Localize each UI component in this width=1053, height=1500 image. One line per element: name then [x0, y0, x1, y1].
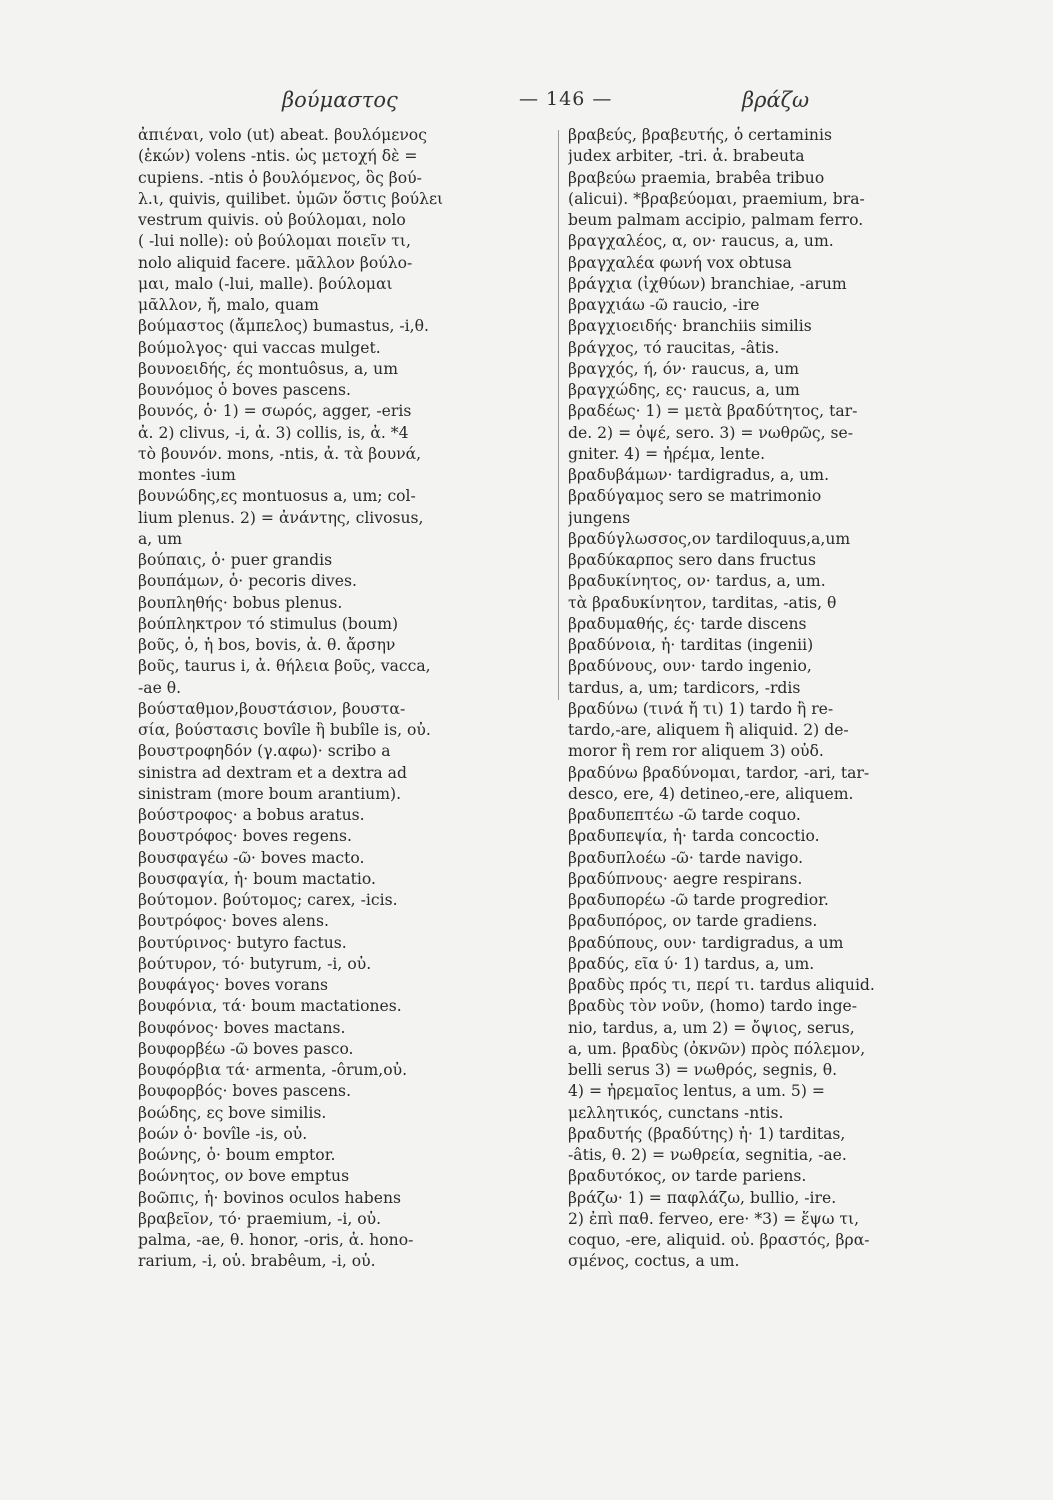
entry-line: βραδέως· 1) = μετὰ βραδύτητος, tar-	[568, 402, 858, 421]
entry-line: βραγχαλέα φωνή vox obtusa	[568, 253, 792, 272]
entry-line: βουσφαγέω -ῶ· boves macto.	[138, 848, 365, 867]
entry-line: βοῦς, taurus i, ἀ. θήλεια βοῦς, vacca,	[138, 657, 431, 676]
entry-line: -âtis, θ. 2) = νωθρεία, segnitia, -ae.	[568, 1146, 847, 1164]
entry-line: βοῶπις, ἡ· bovinos oculos habens	[138, 1188, 402, 1207]
entry-line: βραβεύω praemia, brabêa tribuo	[568, 168, 825, 187]
entry-line: βοών ὁ· bovîle -is, οὐ.	[138, 1124, 308, 1143]
entry-line: sinistra ad dextram et a dextra ad	[138, 763, 407, 782]
entry-line: βουφορβέω -ῶ boves pasco.	[138, 1039, 354, 1058]
page-number: — 146 —	[519, 88, 613, 110]
entry-line: coquo, -ere, aliquid. οὐ. βραστός, βρα-	[568, 1231, 870, 1249]
entry-line: 2) ἐπὶ παθ. ferveo, ere· *3) = ἕψω τι,	[568, 1209, 860, 1228]
entry-line: vestrum quivis. οὐ βούλομαι, nolo	[138, 211, 406, 229]
right-column	[568, 125, 978, 1273]
entry-line: βουστρόφος· boves regens.	[138, 827, 352, 846]
entry-line: μᾶλλον, ἤ, malo, quam	[138, 296, 319, 314]
entry-line: 4) = ἠρεμαῖος lentus, a um. 5) =	[568, 1082, 825, 1101]
entry-line: λ.ι, quivis, quilibet. ὑμῶν ὅστις βούλει	[138, 189, 444, 208]
entry-line: βραδυκίνητος, ον· tardus, a, um.	[568, 572, 826, 591]
left-column	[138, 125, 538, 1273]
entry-line: βραδυτής (βραδύτης) ἡ· 1) tarditas,	[568, 1124, 846, 1143]
entry-line: ἀ. 2) clivus, -i, ἀ. 3) collis, is, ἀ. *4	[138, 423, 409, 442]
entry-line: βουνόμος ὁ boves pascens.	[138, 381, 351, 399]
entry-line: βουφόρβια τά· armenta, -ôrum,οὐ.	[138, 1061, 408, 1079]
entry-line: βραδυμαθής, ές· tarde discens	[568, 614, 807, 633]
entry-line: βραδυβάμων· tardigradus, a, um.	[568, 466, 830, 484]
entry-line: de. 2) = ὀψέ, sero. 3) = νωθρῶς, se-	[568, 423, 854, 442]
entry-line: βουνός, ὁ· 1) = σωρός, agger, -eris	[138, 402, 412, 421]
entry-line: beum palmam accipio, palmam ferro.	[568, 211, 864, 229]
entry-line: βραδυπλοέω -ῶ· tarde navigo.	[568, 848, 804, 867]
entry-line: βουπληθής· bobus plenus.	[138, 593, 343, 612]
entry-line: βραδυτόκος, ον tarde pariens.	[568, 1167, 807, 1186]
entry-line: ἀπιέναι, volo (ut) abeat. βουλόμενος	[138, 126, 427, 144]
entry-line: tardus, a, um; tardicors, -rdis	[568, 678, 801, 697]
entry-line: lium plenus. 2) = ἀνάντης, clivosus,	[138, 508, 424, 527]
entry-line: (alicui). *βραβεύομαι, praemium, bra-	[568, 189, 865, 208]
entry-line: βραδύγλωσσος,ον tardiloquus,a,um	[568, 529, 851, 548]
column-divider	[558, 130, 559, 700]
entry-line: βραγχιάω -ῶ raucio, -ire	[568, 296, 760, 314]
entry-line: βράγχος, τό raucitas, -âtis.	[568, 338, 780, 357]
entry-line: (ἑκών) volens -ntis. ὡς μετοχή δὲ =	[138, 147, 418, 166]
entry-line: βραβεύς, βραβευτής, ὁ certaminis	[568, 126, 832, 144]
entry-line: βραδὺς πρός τι, περί τι. tardus aliquid.	[568, 976, 875, 994]
running-head-left: βούμαστος	[282, 88, 398, 112]
entry-line: nio, tardus, a, um 2) = ὄψιος, serus,	[568, 1018, 855, 1037]
entry-line: βοώνης, ὁ· boum emptor.	[138, 1146, 336, 1164]
entry-line: βουστροφηδόν (γ.αφω)· scribo a	[138, 742, 391, 761]
entry-line: moror ἢ rem ror aliquem 3) οὐδ.	[568, 742, 824, 761]
entry-line: βραγχώδης, ες· raucus, a, um	[568, 381, 800, 399]
entry-line: βουφόνια, τά· boum mactationes.	[138, 997, 402, 1016]
entry-line: βούτομον. βούτομος; carex, -icis.	[138, 891, 398, 909]
entry-line: cupiens. -ntis ὁ βουλόμενος, ὃς βού-	[138, 168, 422, 187]
entry-line: sinistram (more boum arantium).	[138, 784, 402, 803]
entry-line: βραδὺς τὸν νοῦν, (homo) tardo inge-	[568, 997, 858, 1016]
entry-line: βούστροφος· a bobus aratus.	[138, 806, 365, 824]
entry-line: μαι, malo (-lui, malle). βούλομαι	[138, 274, 393, 293]
entry-line: jungens	[568, 508, 631, 527]
entry-line: βραδύπνους· aegre respirans.	[568, 869, 803, 888]
entry-line: βραδυπορέω -ῶ tarde progredior.	[568, 891, 829, 909]
entry-line: βουφάγος· boves vorans	[138, 976, 329, 994]
entry-line: βραδύκαρπος sero dans fructus	[568, 551, 816, 569]
entry-line: βούπληκτρον τό stimulus (boum)	[138, 614, 399, 633]
entry-line: rarium, -i, οὐ. brabêum, -i, οὐ.	[138, 1252, 376, 1271]
entry-line: βούτυρον, τό· butyrum, -i, οὐ.	[138, 954, 372, 973]
entry-line: βουφορβός· boves pascens.	[138, 1082, 352, 1101]
entry-line: palma, -ae, θ. honor, -oris, ἀ. hono-	[138, 1231, 414, 1249]
entry-line: βραδύγαμος sero se matrimonio	[568, 487, 822, 506]
entry-line: βουτρόφος· boves alens.	[138, 912, 329, 931]
entry-line: βουνοειδής, ές montuôsus, a, um	[138, 359, 399, 378]
entry-line: βραγχαλέος, α, ον· raucus, a, um.	[568, 232, 834, 251]
entry-line: βουφόνος· boves mactans.	[138, 1018, 346, 1037]
entry-line: βραδύνοια, ἡ· tarditas (ingenii)	[568, 636, 814, 654]
entry-line: βραδύνω βραδύνομαι, tardor, -ari, tar-	[568, 763, 870, 782]
entry-line: nolo aliquid facere. μᾶλλον βούλο-	[138, 253, 413, 272]
entry-line: βούσταθμον,βουστάσιον, βουστα-	[138, 699, 406, 718]
entry-line: -ae θ.	[138, 678, 182, 697]
entry-line: βουνώδης,ες montuosus a, um; col-	[138, 487, 416, 506]
entry-line: τὰ βραδυκίνητον, tarditas, -atis, θ	[568, 593, 837, 612]
entry-line: βοῦς, ὁ, ἡ bos, bovis, ἀ. θ. ἄρσην	[138, 636, 396, 654]
entry-line: judex arbiter, -tri. ἀ. brabeuta	[568, 147, 805, 166]
entry-line: βοώνητος, ον bove emptus	[138, 1167, 350, 1186]
entry-line: belli serus 3) = νωθρός, segnis, θ.	[568, 1061, 838, 1079]
entry-line: βράγχια (ἰχθύων) branchiae, -arum	[568, 274, 847, 293]
entry-line: βραβεῖον, τό· praemium, -i, οὐ.	[138, 1209, 382, 1228]
entry-line: montes -ium	[138, 466, 236, 484]
entry-line: a, um	[138, 529, 183, 548]
entry-line: μελλητικός, cunctans -ntis.	[568, 1103, 784, 1122]
entry-line: βουπάμων, ὁ· pecoris dives.	[138, 572, 357, 591]
entry-line: βραγχιοειδής· branchiis similis	[568, 317, 812, 336]
entry-line: βραδύνους, ουν· tardo ingenio,	[568, 657, 812, 676]
entry-line: βραγχός, ή, όν· raucus, a, um	[568, 359, 800, 378]
entry-line: βραδυπεπτέω -ῶ tarde coquo.	[568, 806, 801, 824]
entry-line: τὸ βουνόν. mons, -ntis, ἀ. τὰ βουνά,	[138, 444, 422, 463]
entry-line: βούμολγος· qui vaccas mulget.	[138, 338, 381, 357]
entry-line: βούπαις, ὁ· puer grandis	[138, 551, 333, 569]
entry-line: σία, βούστασις bovîle ἢ bubîle is, οὐ.	[138, 721, 431, 739]
entry-line: a, um. βραδὺς (ὀκνῶν) πρὸς πόλεμον,	[568, 1039, 866, 1058]
entry-line: ( -lui nolle): οὐ βούλομαι ποιεῖν τι,	[138, 232, 412, 251]
entry-line: βραδύς, εῖα ύ· 1) tardus, a, um.	[568, 954, 815, 973]
entry-line: βραδύπους, ουν· tardigradus, a um	[568, 933, 844, 952]
entry-line: βραδύνω (τινά ἤ τι) 1) tardo ἢ re-	[568, 699, 834, 718]
entry-line: gniter. 4) = ἠρέμα, lente.	[568, 444, 766, 463]
entry-line: βουσφαγία, ἡ· boum mactatio.	[138, 869, 376, 888]
entry-line: βοώδης, ες bove similis.	[138, 1103, 327, 1122]
entry-line: σμένος, coctus, a um.	[568, 1252, 740, 1271]
entry-line: βούμαστος (ἄμπελος) bumastus, -i,θ.	[138, 317, 429, 336]
entry-line: βραδυπόρος, ον tarde gradiens.	[568, 912, 818, 931]
running-head-right: βράζω	[742, 88, 810, 112]
entry-line: desco, ere, 4) detineo,-ere, aliquem.	[568, 784, 854, 803]
entry-line: βράζω· 1) = παφλάζω, bullio, -ire.	[568, 1188, 837, 1207]
entry-line: βραδυπεψία, ἡ· tarda concoctio.	[568, 827, 820, 846]
entry-line: βουτύρινος· butyro factus.	[138, 933, 347, 952]
entry-line: tardo,-are, aliquem ἢ aliquid. 2) de-	[568, 721, 849, 739]
